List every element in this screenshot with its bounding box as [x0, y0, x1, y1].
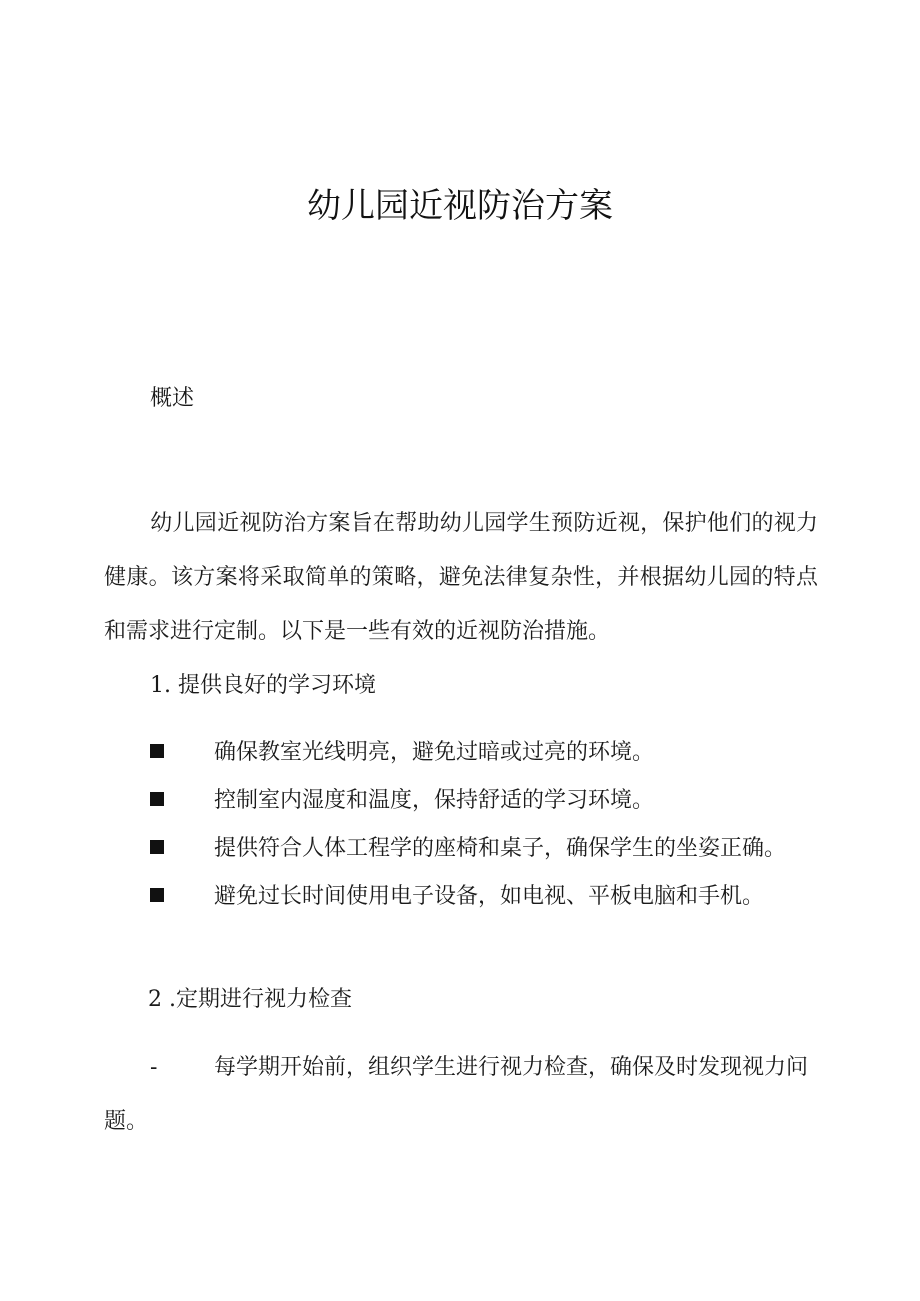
document-title: 幼儿园近视防治方案 [307, 186, 613, 226]
square-bullet-icon [150, 888, 164, 902]
dash-bullet-icon: - [150, 1055, 158, 1080]
list-item [104, 1041, 818, 1149]
list-item [150, 834, 787, 864]
section-heading-vision-check: 2 .定期进行视力检查 [148, 987, 352, 1012]
list-item-text: 每学期开始前，组织学生进行视力检查，确保及时发现视力问题。 [104, 1055, 809, 1134]
square-bullet-icon [150, 744, 164, 758]
list-item [150, 738, 655, 768]
list-item-text: 控制室内湿度和温度，保持舒适的学习环境。 [214, 788, 655, 813]
square-bullet-icon [150, 792, 164, 806]
list-item-text: 提供符合人体工程学的座椅和桌子，确保学生的坐姿正确。 [214, 836, 787, 861]
square-bullet-icon [150, 840, 164, 854]
section-heading-learning-environment: 1. 提供良好的学习环境 [150, 673, 376, 698]
list-item-text: 确保教室光线明亮，避免过暗或过亮的环境。 [214, 740, 655, 765]
intro-paragraph-text: 幼儿园近视防治方案旨在帮助幼儿园学生预防近视，保护他们的视力健康。该方案将采取简单的策略，避免法律复杂性，并根据幼儿园的特点和需求进行定制。以下是一些有效的近视防治措施。 [104, 511, 818, 644]
intro-paragraph [104, 497, 818, 659]
list-item [150, 786, 655, 816]
list-item-text: 避免过长时间使用电子设备，如电视、平板电脑和手机。 [214, 884, 765, 909]
list-item [150, 882, 765, 912]
section-heading-overview: 概述 [150, 386, 195, 411]
